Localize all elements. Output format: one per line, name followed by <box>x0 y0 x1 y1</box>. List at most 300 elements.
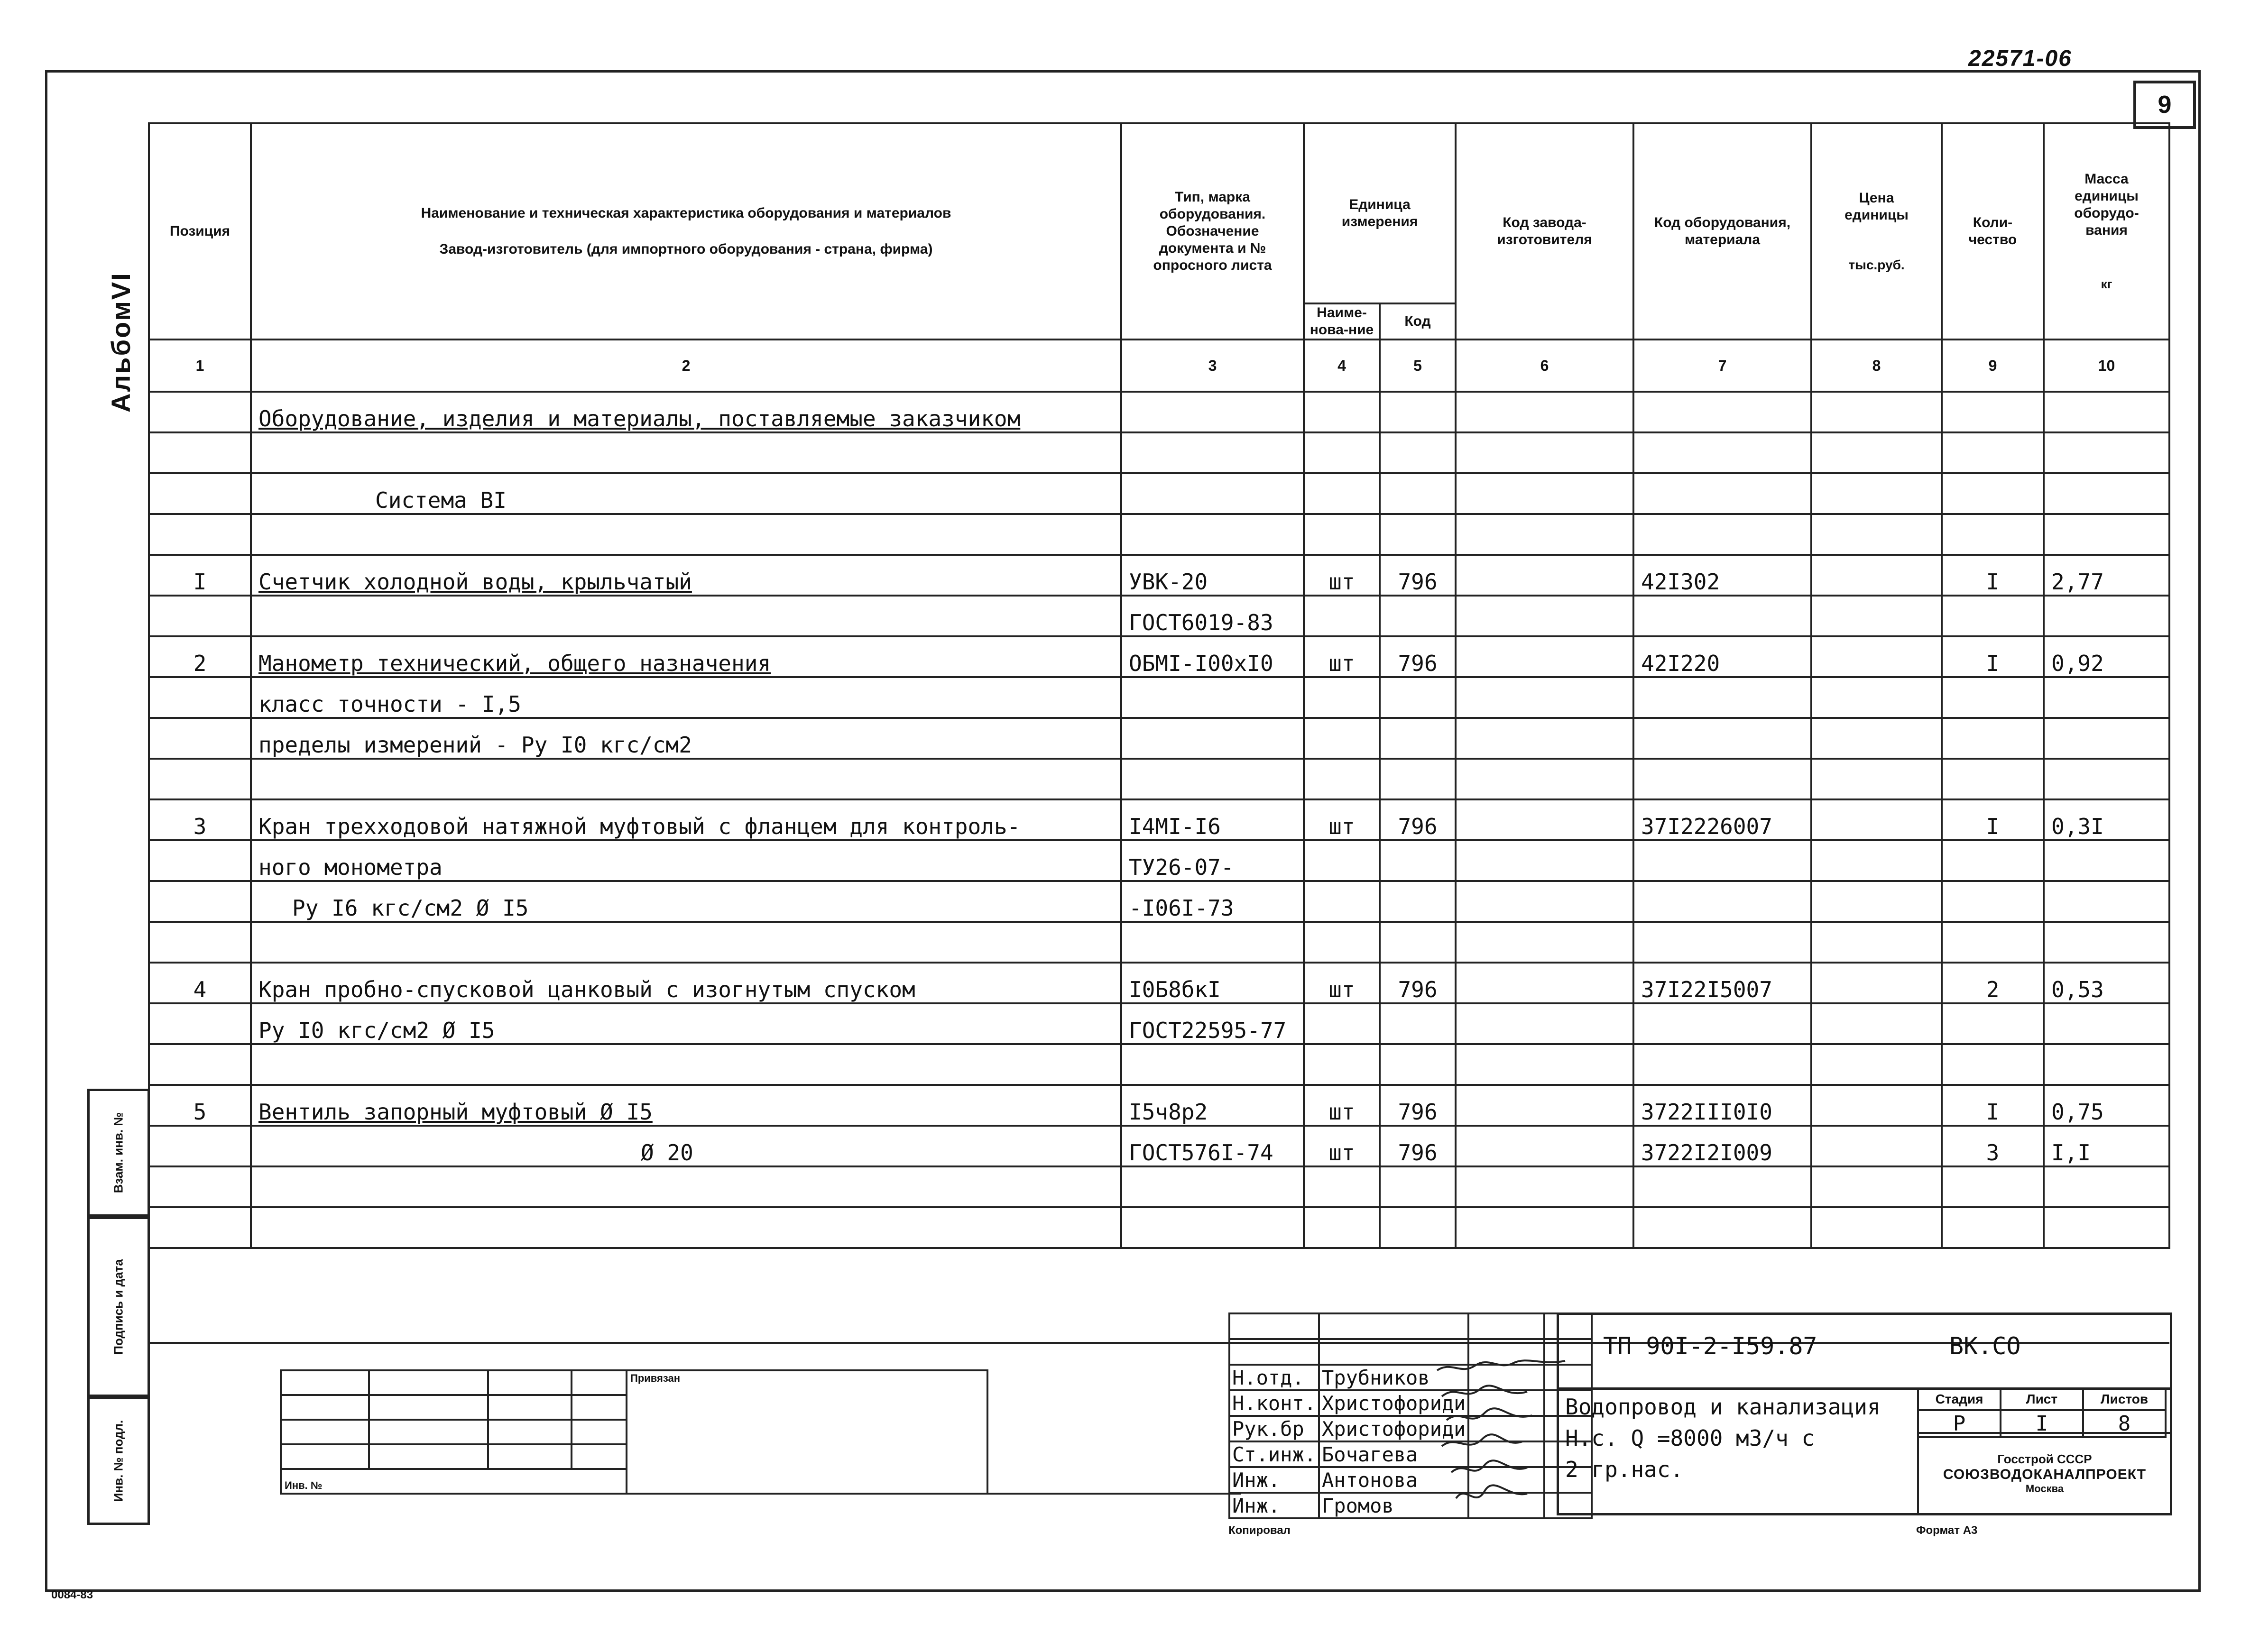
col-header-price-unit: тыс.руб. <box>1848 257 1905 273</box>
row-price <box>1811 1085 1942 1126</box>
row-mass <box>2044 759 2169 799</box>
tb-cell <box>1229 1313 1319 1339</box>
row-name: Система BI <box>251 473 1121 514</box>
col-header-maker-code: Код завода-изготовителя <box>1456 123 1633 340</box>
table-row <box>149 677 2169 718</box>
row-name: класс точности - I,5 <box>251 677 1121 718</box>
row-maker-code <box>1456 840 1633 881</box>
row-unit-code <box>1380 473 1456 514</box>
signature-role: Рук.бр <box>1229 1416 1319 1441</box>
row-position <box>149 1003 251 1044</box>
row-name <box>251 922 1121 963</box>
row-maker-code <box>1456 963 1633 1003</box>
row-type: ТУ26-07- <box>1121 840 1304 881</box>
row-equip-code <box>1633 677 1811 718</box>
row-mass <box>2044 1044 2169 1085</box>
row-maker-code <box>1456 1085 1633 1126</box>
priv-cell <box>369 1395 488 1420</box>
copied-label: Копировал <box>1228 1524 1291 1537</box>
row-price <box>1811 473 1942 514</box>
row-price <box>1811 759 1942 799</box>
row-price <box>1811 392 1942 432</box>
priv-cell <box>281 1420 369 1444</box>
col-num: 9 <box>1942 340 2044 392</box>
titleblock-title <box>1565 1391 1881 1485</box>
col-num: 2 <box>251 340 1121 392</box>
row-maker-code <box>1456 596 1633 636</box>
table-row <box>149 473 2169 514</box>
row-mass <box>2044 922 2169 963</box>
sheet-number: 9 <box>2133 81 2196 129</box>
col-header-unit-code: Код <box>1380 303 1456 340</box>
row-equip-code <box>1633 432 1811 473</box>
row-qty: 2 <box>1942 963 2044 1003</box>
title-line: Н.с. Q =8000 м3/ч с <box>1565 1425 1815 1451</box>
row-unit <box>1304 922 1380 963</box>
priv-cell <box>488 1444 572 1469</box>
col-header-price <box>1811 123 1942 340</box>
format-label: Формат А3 <box>1916 1524 1978 1537</box>
col-header-type: Тип, марка оборудования. Обозначение документа и № опросного листа <box>1121 123 1304 340</box>
row-equip-code <box>1633 1003 1811 1044</box>
row-position <box>149 432 251 473</box>
row-position <box>149 1044 251 1085</box>
signature-role: Инж. <box>1229 1493 1319 1518</box>
row-unit-code <box>1380 922 1456 963</box>
table-row <box>149 1003 2169 1044</box>
row-price <box>1811 555 1942 596</box>
col-num: 5 <box>1380 340 1456 392</box>
row-equip-code <box>1633 759 1811 799</box>
row-qty <box>1942 840 2044 881</box>
row-type <box>1121 432 1304 473</box>
row-unit-code <box>1380 1003 1456 1044</box>
row-unit <box>1304 677 1380 718</box>
row-position <box>149 718 251 759</box>
row-unit-code: 796 <box>1380 555 1456 596</box>
row-position: 5 <box>149 1085 251 1126</box>
row-unit <box>1304 718 1380 759</box>
table-row <box>149 636 2169 677</box>
row-qty <box>1942 1207 2044 1248</box>
col-num: 4 <box>1304 340 1380 392</box>
row-maker-code <box>1456 1003 1633 1044</box>
row-unit-code <box>1380 392 1456 432</box>
row-name <box>251 1166 1121 1207</box>
row-price <box>1811 636 1942 677</box>
row-unit-code <box>1380 881 1456 922</box>
priv-cell <box>281 1444 369 1469</box>
row-equip-code <box>1633 1166 1811 1207</box>
row-price <box>1811 1044 1942 1085</box>
row-qty <box>1942 677 2044 718</box>
priv-cell <box>369 1420 488 1444</box>
row-unit <box>1304 432 1380 473</box>
stage-value: 8 <box>2083 1410 2166 1437</box>
row-maker-code <box>1456 555 1633 596</box>
corner-code: 0084-83 <box>51 1588 93 1601</box>
table-row <box>149 759 2169 799</box>
row-type: I4МI-I6 <box>1121 799 1304 840</box>
table-row <box>149 799 2169 840</box>
table-row <box>149 432 2169 473</box>
row-position <box>149 1166 251 1207</box>
row-maker-code <box>1456 1207 1633 1248</box>
col-header-name-sub: Завод-изготовитель (для импортного оборудования - страна, фирма) <box>439 241 933 257</box>
priv-cell <box>572 1370 627 1395</box>
signature-role: Инж. <box>1229 1467 1319 1493</box>
row-position: 4 <box>149 963 251 1003</box>
row-qty <box>1942 392 2044 432</box>
row-position <box>149 677 251 718</box>
stamp-inv-label: Инв. № подл. <box>111 1420 126 1502</box>
titleblock-section: ВК.СО <box>1949 1332 2021 1360</box>
org-line: Госстрой СССР <box>1997 1452 2092 1466</box>
row-maker-code <box>1456 392 1633 432</box>
row-unit-code: 796 <box>1380 799 1456 840</box>
stage-value: Р <box>1918 1410 2001 1437</box>
row-qty <box>1942 1166 2044 1207</box>
row-type: -I06I-73 <box>1121 881 1304 922</box>
row-price <box>1811 1207 1942 1248</box>
row-mass: 0,92 <box>2044 636 2169 677</box>
row-qty <box>1942 1003 2044 1044</box>
row-name <box>251 1044 1121 1085</box>
row-name: Ø 20 <box>251 1126 1121 1166</box>
row-type <box>1121 922 1304 963</box>
priv-cell <box>281 1370 369 1395</box>
row-price <box>1811 881 1942 922</box>
row-price <box>1811 922 1942 963</box>
signature-name: Трубников <box>1319 1365 1468 1390</box>
row-equip-code: 37I2226007 <box>1633 799 1811 840</box>
table-row <box>149 922 2169 963</box>
row-unit-code: 796 <box>1380 1085 1456 1126</box>
row-mass <box>2044 514 2169 555</box>
stamp-vzam-label: Взам. инв. № <box>111 1112 126 1193</box>
row-equip-code <box>1633 596 1811 636</box>
row-maker-code <box>1456 881 1633 922</box>
col-header-equip-code: Код оборудования, материала <box>1633 123 1811 340</box>
stage-header: Стадия <box>1918 1388 2001 1410</box>
signature-role: Н.конт. <box>1229 1390 1319 1416</box>
row-name: Оборудование, изделия и материалы, поставляемые заказчиком <box>251 392 1121 432</box>
priv-cell <box>369 1370 488 1395</box>
col-num: 8 <box>1811 340 1942 392</box>
table-row <box>149 596 2169 636</box>
tb-cell <box>1319 1313 1468 1339</box>
row-mass <box>2044 596 2169 636</box>
table-row <box>149 1166 2169 1207</box>
row-qty <box>1942 473 2044 514</box>
row-price <box>1811 718 1942 759</box>
row-position <box>149 596 251 636</box>
row-equip-code <box>1633 718 1811 759</box>
row-unit <box>1304 514 1380 555</box>
table-row <box>149 718 2169 759</box>
priv-inv: Инв. № <box>281 1469 627 1494</box>
row-maker-code <box>1456 759 1633 799</box>
column-number-row <box>149 340 2169 392</box>
row-mass <box>2044 473 2169 514</box>
row-type: УВК-20 <box>1121 555 1304 596</box>
row-unit-code <box>1380 1207 1456 1248</box>
col-header-position: Позиция <box>149 123 251 340</box>
row-position <box>149 922 251 963</box>
row-position <box>149 759 251 799</box>
stamp-inv-original <box>87 1397 150 1525</box>
row-type <box>1121 514 1304 555</box>
col-header-mass <box>2044 123 2169 340</box>
table-row <box>149 881 2169 922</box>
row-unit <box>1304 596 1380 636</box>
row-name: пределы измерений - Ру I0 кгс/см2 <box>251 718 1121 759</box>
table-row <box>149 1044 2169 1085</box>
col-header-name-main: Наименование и техническая характеристика оборудования и материалов <box>421 205 951 221</box>
table-row <box>149 555 2169 596</box>
row-unit: шт <box>1304 555 1380 596</box>
row-equip-code: 42I220 <box>1633 636 1811 677</box>
row-mass <box>2044 1166 2169 1207</box>
row-maker-code <box>1456 514 1633 555</box>
row-mass <box>2044 840 2169 881</box>
row-price <box>1811 963 1942 1003</box>
row-type <box>1121 473 1304 514</box>
row-position <box>149 1207 251 1248</box>
row-maker-code <box>1456 432 1633 473</box>
signature-scribbles-icon <box>1432 1356 1575 1517</box>
row-maker-code <box>1456 636 1633 677</box>
stage-header: Листов <box>2083 1388 2166 1410</box>
priv-cell <box>987 1370 1241 1494</box>
row-mass: 0,53 <box>2044 963 2169 1003</box>
row-name: ного монометра <box>251 840 1121 881</box>
row-qty: I <box>1942 799 2044 840</box>
table-row <box>149 1207 2169 1248</box>
row-name <box>251 759 1121 799</box>
col-num: 1 <box>149 340 251 392</box>
row-qty: I <box>1942 1085 2044 1126</box>
row-unit-code <box>1380 1166 1456 1207</box>
row-qty <box>1942 1044 2044 1085</box>
row-name: Ру I6 кгс/см2 Ø I5 <box>251 881 1121 922</box>
row-equip-code <box>1633 1044 1811 1085</box>
row-maker-code <box>1456 677 1633 718</box>
row-type <box>1121 1044 1304 1085</box>
row-unit <box>1304 759 1380 799</box>
table-row <box>149 392 2169 432</box>
row-mass <box>2044 677 2169 718</box>
row-name <box>251 432 1121 473</box>
row-type <box>1121 1207 1304 1248</box>
row-unit: шт <box>1304 1085 1380 1126</box>
row-position: I <box>149 555 251 596</box>
titleblock-code: ТП 90I-2-I59.87 <box>1603 1332 1817 1360</box>
document-number: 22571-06 <box>1968 46 2072 71</box>
row-unit-code <box>1380 596 1456 636</box>
row-position <box>149 881 251 922</box>
row-mass <box>2044 881 2169 922</box>
signature-role: Ст.инж. <box>1229 1441 1319 1467</box>
row-price <box>1811 1003 1942 1044</box>
row-qty: 3 <box>1942 1126 2044 1166</box>
signature-name: Христофориди <box>1319 1416 1468 1441</box>
row-qty <box>1942 432 2044 473</box>
row-position <box>149 514 251 555</box>
signature-role: Н.отд. <box>1229 1365 1319 1390</box>
col-num: 10 <box>2044 340 2169 392</box>
row-unit-code <box>1380 677 1456 718</box>
row-equip-code: 42I302 <box>1633 555 1811 596</box>
row-equip-code <box>1633 1207 1811 1248</box>
row-unit <box>1304 473 1380 514</box>
row-unit: шт <box>1304 799 1380 840</box>
row-name <box>251 596 1121 636</box>
row-unit: шт <box>1304 1126 1380 1166</box>
specification-table <box>148 122 2170 1344</box>
row-maker-code <box>1456 922 1633 963</box>
row-type: I0Б8бкI <box>1121 963 1304 1003</box>
row-equip-code <box>1633 881 1811 922</box>
row-type: I5ч8р2 <box>1121 1085 1304 1126</box>
col-header-mass-unit: кг <box>2101 277 2112 292</box>
row-name: Счетчик холодной воды, крыльчатый <box>251 555 1121 596</box>
row-equip-code <box>1633 473 1811 514</box>
row-unit <box>1304 1003 1380 1044</box>
row-equip-code: 37I22I5007 <box>1633 963 1811 1003</box>
row-qty <box>1942 596 2044 636</box>
table-row <box>149 1085 2169 1126</box>
row-equip-code: 3722I2I009 <box>1633 1126 1811 1166</box>
row-unit <box>1304 1044 1380 1085</box>
tb-cell <box>1468 1313 1544 1339</box>
row-price <box>1811 840 1942 881</box>
row-unit <box>1304 392 1380 432</box>
row-price <box>1811 677 1942 718</box>
signature-name: Христофориди <box>1319 1390 1468 1416</box>
row-name <box>251 514 1121 555</box>
priv-cell <box>488 1370 572 1395</box>
col-header-qty: Коли-чество <box>1942 123 2044 340</box>
priv-cell <box>488 1420 572 1444</box>
row-position: 3 <box>149 799 251 840</box>
row-qty <box>1942 759 2044 799</box>
row-qty <box>1942 718 2044 759</box>
row-maker-code <box>1456 1044 1633 1085</box>
col-num: 3 <box>1121 340 1304 392</box>
row-unit <box>1304 1166 1380 1207</box>
priv-cell <box>572 1420 627 1444</box>
row-type: ГОСТ22595-77 <box>1121 1003 1304 1044</box>
signature-name: Громов <box>1319 1493 1468 1518</box>
row-equip-code: 3722III0I0 <box>1633 1085 1811 1126</box>
row-maker-code <box>1456 473 1633 514</box>
row-unit-code: 796 <box>1380 963 1456 1003</box>
row-equip-code <box>1633 392 1811 432</box>
row-mass: 0,3I <box>2044 799 2169 840</box>
row-equip-code <box>1633 840 1811 881</box>
row-name: Вентиль запорный муфтовый Ø I5 <box>251 1085 1121 1126</box>
row-price <box>1811 596 1942 636</box>
org-name: СОЮЗВОДОКАНАЛПРОЕКТ <box>1943 1467 2147 1482</box>
row-mass: 0,75 <box>2044 1085 2169 1126</box>
stage-table <box>1917 1387 2167 1438</box>
priv-cell <box>281 1395 369 1420</box>
row-unit-code <box>1380 1044 1456 1085</box>
row-mass <box>2044 432 2169 473</box>
row-unit-code: 796 <box>1380 1126 1456 1166</box>
row-maker-code <box>1456 799 1633 840</box>
row-equip-code <box>1633 922 1811 963</box>
row-type: ОБМI-I00xI0 <box>1121 636 1304 677</box>
organization-block <box>1917 1432 2172 1515</box>
col-num: 7 <box>1633 340 1811 392</box>
col-header-mass-label: Масса единицы оборудо-вания <box>2074 171 2139 239</box>
row-position <box>149 840 251 881</box>
col-header-price-label: Цена единицы <box>1844 190 1909 223</box>
col-header-name <box>251 123 1121 340</box>
row-unit-code <box>1380 718 1456 759</box>
row-qty <box>1942 514 2044 555</box>
row-unit-code <box>1380 759 1456 799</box>
priv-cell <box>369 1444 488 1469</box>
row-mass <box>2044 1207 2169 1248</box>
title-line: Водопровод и канализация <box>1565 1394 1881 1420</box>
row-name: Кран пробно-спусковой цанковый с изогнутым спуском <box>251 963 1121 1003</box>
row-qty <box>1942 922 2044 963</box>
row-unit <box>1304 840 1380 881</box>
row-mass: I,I <box>2044 1126 2169 1166</box>
row-type: ГОСТ576I-74 <box>1121 1126 1304 1166</box>
row-unit <box>1304 1207 1380 1248</box>
priv-cell <box>488 1395 572 1420</box>
row-name <box>251 1207 1121 1248</box>
row-position <box>149 473 251 514</box>
row-mass <box>2044 1003 2169 1044</box>
table-row <box>149 963 2169 1003</box>
row-unit: шт <box>1304 636 1380 677</box>
stamp-vzam-inv <box>87 1089 150 1217</box>
col-header-unit-name: Наиме-нова-ние <box>1304 303 1380 340</box>
table-row <box>149 840 2169 881</box>
row-type <box>1121 392 1304 432</box>
col-num: 6 <box>1456 340 1633 392</box>
table-row <box>149 1126 2169 1166</box>
row-qty <box>1942 881 2044 922</box>
signature-name: Антонова <box>1319 1467 1468 1493</box>
title-line: 2 гр.нас. <box>1565 1457 1684 1482</box>
row-price <box>1811 1166 1942 1207</box>
priv-cell <box>572 1395 627 1420</box>
row-mass: 2,77 <box>2044 555 2169 596</box>
stage-value: I <box>2001 1410 2083 1437</box>
priv-label: Привязан <box>627 1370 987 1494</box>
row-unit-code <box>1380 840 1456 881</box>
col-header-unit-group: Единица измерения <box>1304 123 1456 303</box>
row-unit-code <box>1380 514 1456 555</box>
row-price <box>1811 514 1942 555</box>
row-type <box>1121 1166 1304 1207</box>
row-unit <box>1304 881 1380 922</box>
privyazan-block <box>280 1369 1241 1495</box>
row-position <box>149 1126 251 1166</box>
row-qty: I <box>1942 636 2044 677</box>
row-mass <box>2044 718 2169 759</box>
row-name: Манометр технический, общего назначения <box>251 636 1121 677</box>
priv-cell <box>572 1444 627 1469</box>
row-position: 2 <box>149 636 251 677</box>
row-type <box>1121 718 1304 759</box>
